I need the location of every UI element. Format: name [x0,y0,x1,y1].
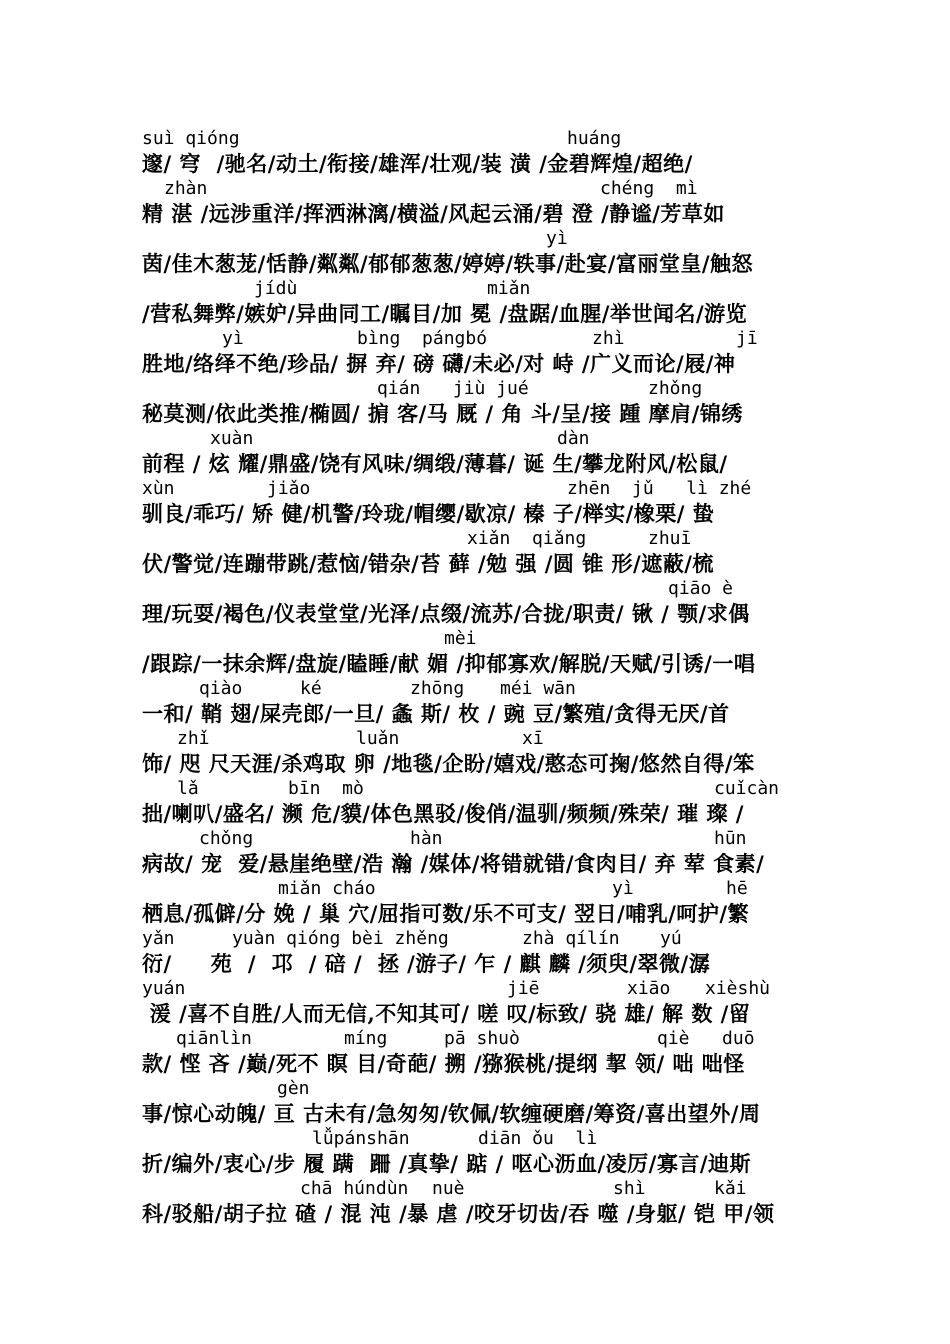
pinyin-annotation: nuè [432,1178,465,1199]
hanzi-line: 前程 / 炫 耀/鼎盛/饶有风味/绸缎/薄暮/ 诞 生/攀龙附风/松鼠/ [142,451,728,476]
pinyin-annotation: luǎn [356,728,400,749]
hanzi-line: 驯良/乖巧/ 矫 健/机警/玲珑/帽缨/歇凉/ 榛 子/榉实/橡栗/ 蛰 [142,501,715,526]
hanzi-line: 茵/佳木葱茏/恬静/粼粼/郁郁葱葱/婷婷/轶事/赴宴/富丽堂皇/触怒 [142,251,754,276]
pinyin-annotation: xùn [142,478,175,499]
pinyin-annotation: zhēn jǔ lì zhé [567,478,752,499]
pinyin-line [142,378,822,400]
pinyin-line [142,128,822,150]
hanzi-line: 衍/ 苑 / 邛 / 碚 / 拯 /游子/ 乍 / 麒 麟 /须臾/翠微/潺 [142,951,711,976]
pinyin-annotation: qián jiù jué [377,378,529,399]
text-line-pair [142,128,822,178]
hanzi-line: 精 湛 /远涉重洋/挥洒淋漓/横溢/风起云涌/碧 澄 /静谧/芳草如 [142,201,725,226]
pinyin-annotation: qiào [199,678,243,699]
pinyin-line [142,278,822,300]
pinyin-annotation: xī [522,728,544,749]
pinyin-annotation: jiē [507,978,540,999]
pinyin-annotation: shì [613,1178,646,1199]
pinyin-annotation: xuàn [210,428,254,449]
text-line-pair [142,328,822,378]
pinyin-annotation: xiǎn qiǎng [467,528,587,549]
text-line-pair [142,1078,822,1128]
pinyin-line [142,1028,822,1050]
text-line-pair [142,478,822,528]
pinyin-annotation: yì [222,328,244,349]
pinyin-annotation: chéng mì [600,178,698,199]
text-line-pair [142,428,822,478]
pinyin-line [142,628,822,650]
pinyin-annotation: miǎn cháo [278,878,376,899]
text-line-pair [142,878,822,928]
text-line-pair [142,528,822,578]
pinyin-annotation: diān ǒu lì [478,1128,598,1149]
pinyin-line [142,1078,822,1100]
text-line-pair [142,778,822,828]
pinyin-annotation: cuǐcàn [714,778,780,799]
hanzi-line: 病故/ 宠 爱/悬崖绝壁/浩 瀚 /媒体/将错就错/食肉目/ 弃 荤 食素/ [142,851,765,876]
pinyin-annotation: gèn [277,1078,310,1099]
pinyin-annotation: yì [612,878,634,899]
hanzi-line: 科/驳船/胡子拉 碴 / 混 沌 /暴 虐 /咬牙切齿/吞 噬 /身躯/ 铠 甲/领 [142,1201,775,1226]
pinyin-annotation: zhì [592,328,625,349]
hanzi-line: 邃/ 穹 /驰名/动土/衔接/雄浑/壮观/装 潢 /金碧辉煌/超绝/ [142,151,693,176]
pinyin-line [142,178,822,200]
pinyin-annotation: yǎn [142,928,175,949]
pinyin-annotation: jídù [254,278,298,299]
pinyin-annotation: zhǒng [648,378,703,399]
pinyin-annotation: bīn mò [288,778,364,799]
pinyin-line [142,478,822,500]
text-line-pair [142,1178,822,1228]
pinyin-annotation: lǎ [177,778,199,799]
pinyin-annotation: méi wān [500,678,576,699]
pinyin-annotation: jī [736,328,758,349]
text-line-pair [142,228,822,278]
text-line-pair [142,1028,822,1078]
text-line-pair [142,178,822,228]
hanzi-line: 一和/ 鞘 翅/屎壳郎/一旦/ 螽 斯/ 枚 / 豌 豆/繁殖/贪得无厌/首 [142,701,730,726]
pinyin-annotation: qiè duō [657,1028,755,1049]
hanzi-line: 伏/警觉/连蹦带跳/惹恼/错杂/苔 藓 /勉 强 /圆 锥 形/遮蔽/梳 [142,551,714,576]
hanzi-line: 事/惊心动魄/ 亘 古未有/急匆匆/钦佩/软缠硬磨/筹资/喜出望外/周 [142,1101,761,1126]
pinyin-line [142,928,822,950]
pinyin-annotation: hūn [714,828,747,849]
pinyin-line [142,428,822,450]
pinyin-annotation: xièshù [705,978,771,999]
pinyin-annotation: lǚpánshān [312,1128,410,1149]
text-line-pair [142,278,822,328]
pinyin-annotation: xiāo [627,978,671,999]
pinyin-annotation: chā húndùn [300,1178,409,1199]
pinyin-line [142,828,822,850]
pinyin-annotation: chǒng [199,828,254,849]
text-line-pair [142,978,822,1028]
pinyin-annotation: qiāo è [668,578,734,599]
pinyin-annotation: pā shuò [444,1028,520,1049]
text-line-pair [142,928,822,978]
pinyin-line [142,728,822,750]
pinyin-annotation: zhōng [410,678,465,699]
text-line-pair [142,378,822,428]
pinyin-line [142,978,822,1000]
pinyin-annotation: kǎi [714,1178,747,1199]
pinyin-annotation: hē [726,878,748,899]
pinyin-line [142,878,822,900]
pinyin-annotation: zhàn [164,178,208,199]
hanzi-line: 理/玩耍/褐色/仪表堂堂/光泽/点缀/流苏/合拢/职责/ 锹 / 颚/求偶 [142,601,750,626]
hanzi-line: 饰/ 咫 尺天涯/杀鸡取 卵 /地毯/企盼/嬉戏/憨态可掬/悠然自得/笨 [142,751,755,776]
text-line-pair [142,678,822,728]
hanzi-line: 栖息/孤僻/分 娩 / 巢 穴/屈指可数/乐不可支/ 翌日/哺乳/呵护/繁 [142,901,750,926]
pinyin-annotation: hàn [410,828,443,849]
text-line-pair [142,578,822,628]
pinyin-annotation: míng [344,1028,388,1049]
pinyin-line [142,528,822,550]
pinyin-line [142,1178,822,1200]
pinyin-annotation: yú [660,928,682,949]
pinyin-line [142,778,822,800]
pinyin-line [142,228,822,250]
pinyin-line [142,1128,822,1150]
hanzi-line: 款/ 悭 吝 /巅/死不 瞑 目/奇葩/ 搠 /猕猴桃/提纲 挈 领/ 咄 咄怪 [142,1051,745,1076]
pinyin-line [142,578,822,600]
pinyin-annotation: qiānlìn [176,1028,252,1049]
hanzi-line: 折/编外/衷心/步 履 蹒 跚 /真挚/ 踮 / 呕心沥血/凌厉/寡言/迪斯 [142,1151,752,1176]
text-line-pair [142,628,822,678]
pinyin-annotation: zhà qílín [522,928,620,949]
pinyin-annotation: yuán [142,978,186,999]
text-line-pair [142,828,822,878]
pinyin-annotation: yì [546,228,568,249]
hanzi-line: 拙/喇叭/盛名/ 濒 危/貘/体色黑驳/俊俏/温驯/频频/殊荣/ 璀 璨 / [142,801,744,826]
pinyin-line [142,678,822,700]
pinyin-annotation: bìng pángbó [357,328,488,349]
pinyin-annotation: ké [300,678,322,699]
hanzi-line: /跟踪/一抹余辉/盘旋/瞌睡/献 媚 /抑郁寡欢/解脱/天赋/引诱/一唱 [142,651,756,676]
pinyin-annotation: yuàn qióng bèi zhěng [232,928,449,949]
hanzi-line: 湲 /喜不自胜/人而无信,不知其可/ 嗟 叹/标致/ 骁 雄/ 解 数 /留 [142,1001,751,1026]
pinyin-annotation: zhǐ [177,728,210,749]
pinyin-annotation: miǎn [487,278,531,299]
pinyin-annotation: huáng [567,128,622,149]
text-line-pair [142,728,822,778]
pinyin-annotation: suì qióng [142,128,240,149]
hanzi-line: 秘莫测/依此类推/椭圆/ 掮 客/马 厩 / 角 斗/呈/接 踵 摩肩/锦绣 [142,401,743,426]
text-line-pair [142,1128,822,1178]
hanzi-line: /营私舞弊/嫉妒/异曲同工/瞩目/加 冕 /盘踞/血腥/举世闻名/游览 [142,301,748,326]
pinyin-annotation: dàn [557,428,590,449]
pinyin-annotation: jiǎo [267,478,311,499]
pinyin-annotation: mèi [444,628,477,649]
pinyin-line [142,328,822,350]
hanzi-line: 胜地/络绎不绝/珍品/ 摒 弃/ 磅 礴/未必/对 峙 /广义而论/屐/神 [142,351,736,376]
pinyin-annotation: zhuī [648,528,692,549]
